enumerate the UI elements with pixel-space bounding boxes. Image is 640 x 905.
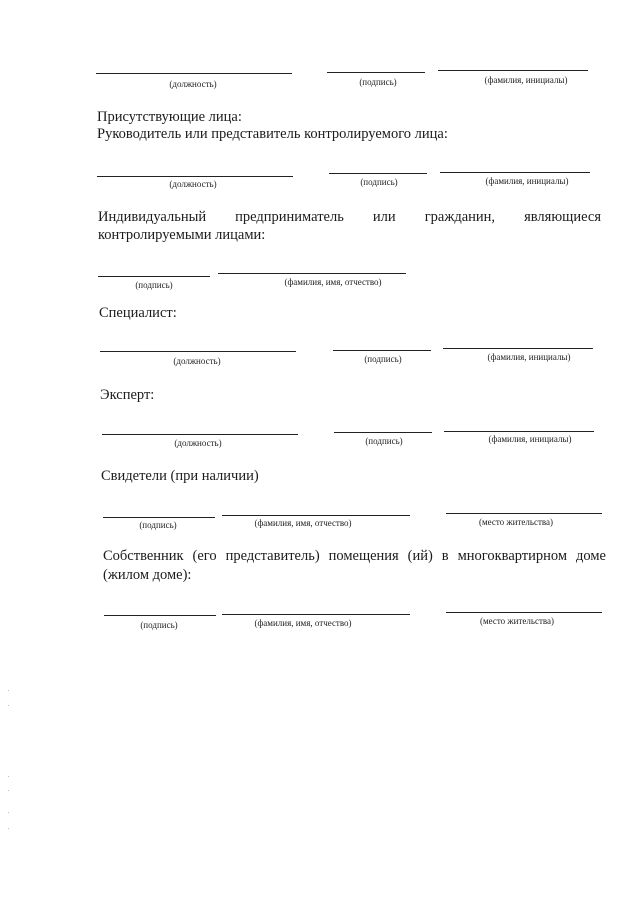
word: (ий) — [407, 548, 433, 564]
signature-line — [327, 72, 425, 73]
witnesses-heading: Свидетели (при наличии) — [101, 468, 259, 484]
full-name-line — [222, 614, 410, 615]
signature-caption: (подпись) — [139, 520, 177, 530]
position-line — [97, 176, 293, 177]
individual-heading-line2: контролируемыми лицами: — [98, 227, 266, 243]
scan-speck — [8, 812, 9, 813]
signature-caption: (подпись) — [359, 77, 397, 87]
signature-caption: (подпись) — [365, 436, 403, 446]
signature-line — [329, 173, 427, 174]
owner-heading-line2: (жилом доме): — [103, 567, 192, 583]
surname-initials-caption: (фамилия, инициалы) — [487, 352, 571, 362]
word: многоквартирном — [457, 548, 568, 564]
residence-caption: (место жительства) — [479, 616, 555, 626]
signature-line — [104, 615, 216, 616]
scan-speck — [8, 776, 9, 777]
owner-heading-line1 — [103, 548, 606, 565]
individual-heading-line1 — [98, 209, 601, 226]
surname-line — [440, 172, 590, 173]
scan-speck — [8, 705, 9, 706]
signature-caption: (подпись) — [360, 177, 398, 187]
signature-caption: (подпись) — [364, 354, 402, 364]
present-persons-heading: Присутствующие лица: — [97, 109, 242, 125]
position-caption: (должность) — [169, 79, 217, 89]
full-name-line — [218, 273, 406, 274]
surname-initials-caption: (фамилия, инициалы) — [488, 434, 572, 444]
word: Собственник — [103, 548, 184, 564]
head-representative-heading: Руководитель или представитель контролируемого лица: — [97, 126, 448, 142]
residence-line — [446, 513, 602, 514]
word: или — [372, 209, 396, 225]
word: в — [441, 548, 449, 564]
word: помещения — [328, 548, 399, 564]
scan-speck — [8, 690, 9, 691]
surname-initials-caption: (фамилия, инициалы) — [484, 75, 568, 85]
position-caption: (должность) — [174, 438, 222, 448]
word: доме — [576, 548, 606, 564]
full-name-caption: (фамилия, имя, отчество) — [284, 277, 382, 287]
surname-line — [444, 431, 594, 432]
residence-line — [446, 612, 602, 613]
expert-heading: Эксперт: — [100, 387, 155, 403]
signature-line — [333, 350, 431, 351]
scan-speck — [8, 790, 9, 791]
residence-caption: (место жительства) — [478, 517, 554, 527]
position-caption: (должность) — [169, 179, 217, 189]
signature-caption: (подпись) — [135, 280, 173, 290]
signature-caption: (подпись) — [140, 620, 178, 630]
surname-initials-caption: (фамилия, инициалы) — [485, 176, 569, 186]
word: предприниматель — [235, 209, 344, 225]
signature-line — [334, 432, 432, 433]
full-name-caption: (фамилия, имя, отчество) — [254, 518, 352, 528]
position-line — [102, 434, 298, 435]
position-line — [96, 73, 292, 74]
word: Индивидуальный — [98, 209, 207, 225]
signature-line — [98, 276, 210, 277]
word: гражданин, — [424, 209, 496, 225]
specialist-heading: Специалист: — [99, 305, 177, 321]
signature-line — [103, 517, 215, 518]
full-name-line — [222, 515, 410, 516]
full-name-caption: (фамилия, имя, отчество) — [254, 618, 352, 628]
scan-speck — [8, 828, 9, 829]
word: (его — [192, 548, 217, 564]
position-line — [100, 351, 296, 352]
word: представитель) — [225, 548, 320, 564]
word: являющиеся — [524, 209, 601, 225]
surname-line — [443, 348, 593, 349]
surname-line — [438, 70, 588, 71]
position-caption: (должность) — [173, 356, 221, 366]
